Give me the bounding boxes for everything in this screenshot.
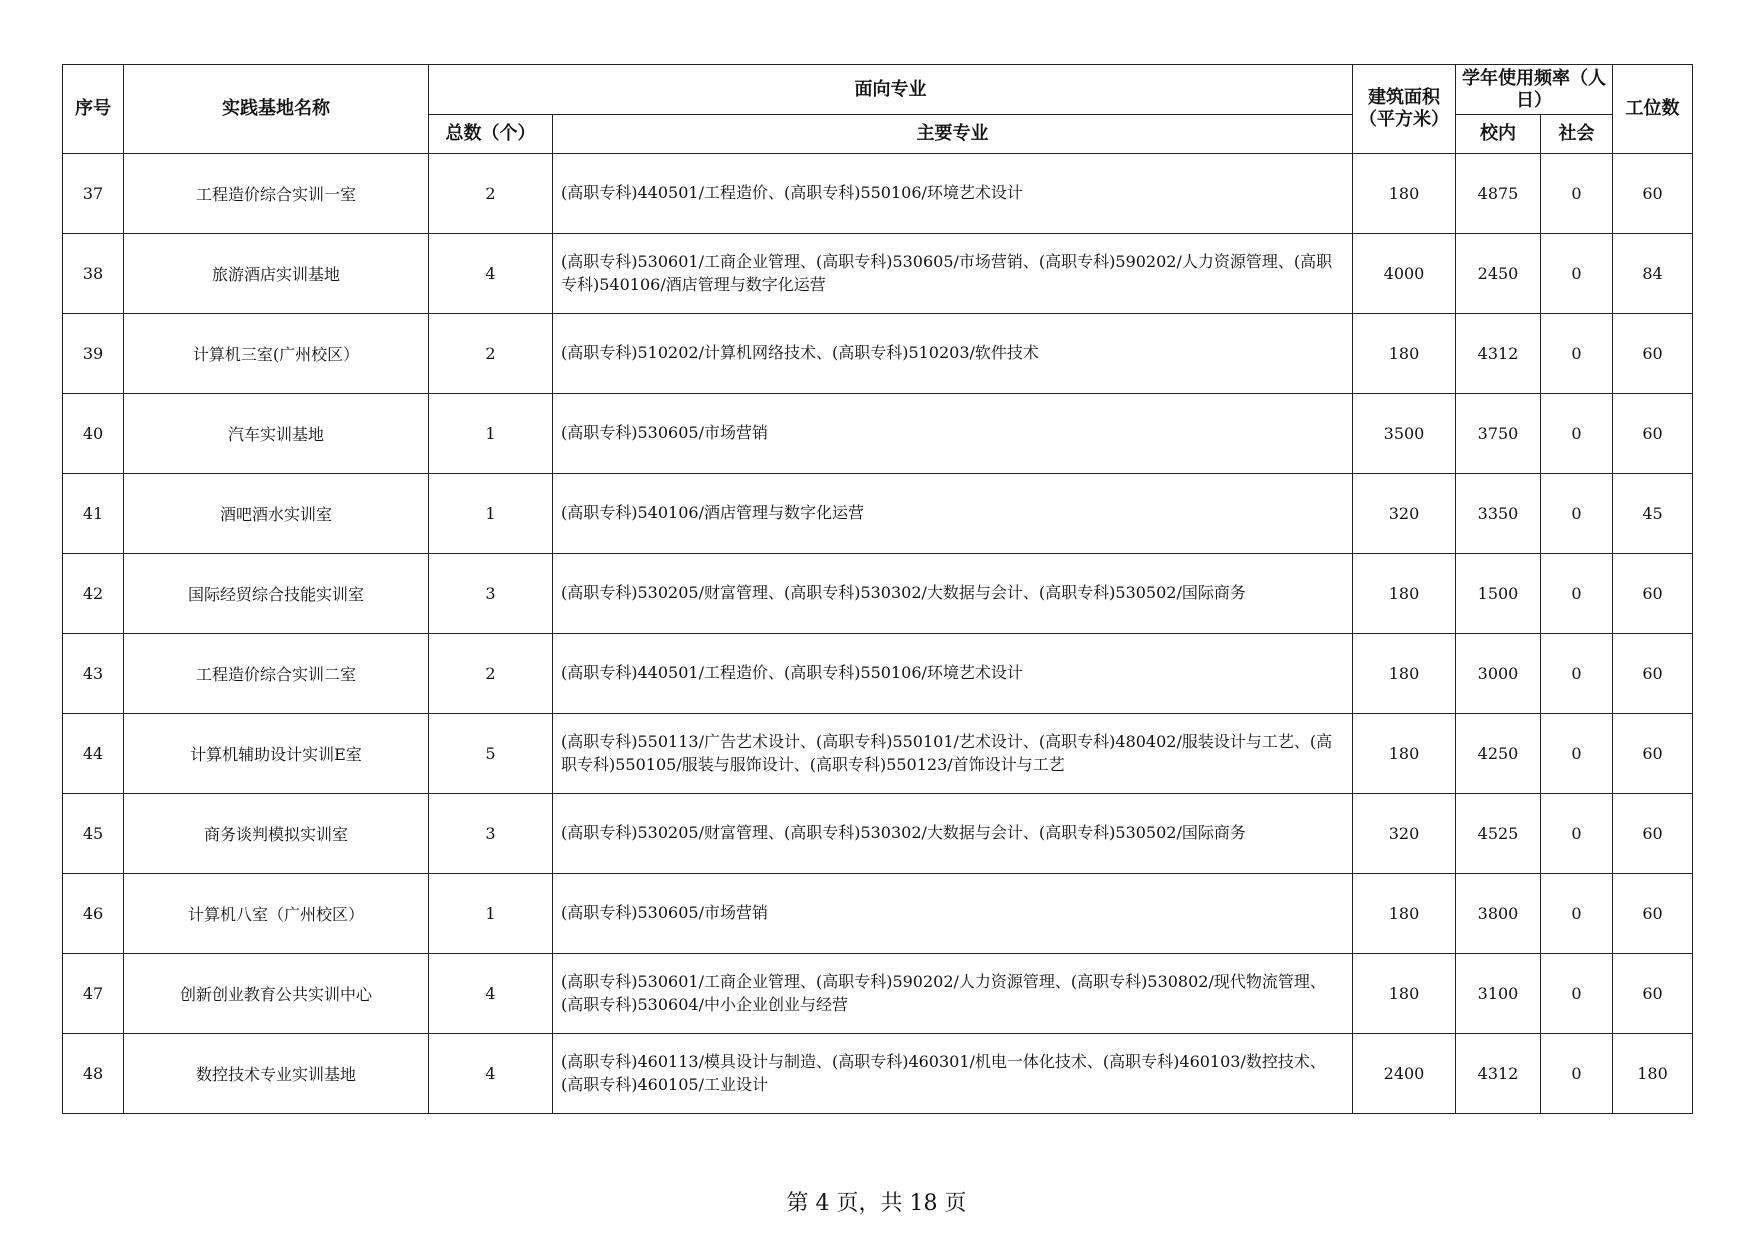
table-row <box>63 714 1693 794</box>
cell-stations: 60 <box>1613 554 1693 634</box>
cell-major: (高职专科)530205/财富管理、(高职专科)530302/大数据与会计、(高职专科)530502/国际商务 <box>553 794 1353 874</box>
cell-total: 5 <box>429 714 553 794</box>
cell-major: (高职专科)440501/工程造价、(高职专科)550106/环境艺术设计 <box>553 154 1353 234</box>
cell-society: 0 <box>1541 234 1613 314</box>
header-campus: 校内 <box>1456 115 1541 154</box>
cell-total: 2 <box>429 154 553 234</box>
cell-seq: 46 <box>63 874 124 954</box>
cell-major: (高职专科)440501/工程造价、(高职专科)550106/环境艺术设计 <box>553 634 1353 714</box>
cell-total: 3 <box>429 554 553 634</box>
cell-major: (高职专科)460113/模具设计与制造、(高职专科)460301/机电一体化技术、(高职专科)460103/数控技术、(高职专科)460105/工业设计 <box>553 1034 1353 1114</box>
cell-area: 3500 <box>1353 394 1456 474</box>
page-footer: 第 4 页，共 18 页 <box>786 1191 967 1216</box>
cell-stations: 60 <box>1613 794 1693 874</box>
cell-area: 180 <box>1353 714 1456 794</box>
cell-area: 320 <box>1353 794 1456 874</box>
cell-campus: 3100 <box>1456 954 1541 1034</box>
cell-major: (高职专科)530601/工商企业管理、(高职专科)590202/人力资源管理、(高职专科)530802/现代物流管理、(高职专科)530604/中小企业创业与经营 <box>553 954 1353 1034</box>
header-major: 主要专业 <box>553 115 1353 154</box>
cell-name: 商务谈判模拟实训室 <box>124 794 429 874</box>
table-row <box>63 154 1693 234</box>
cell-campus: 3000 <box>1456 634 1541 714</box>
cell-society: 0 <box>1541 394 1613 474</box>
cell-campus: 4312 <box>1456 1034 1541 1114</box>
cell-total: 1 <box>429 394 553 474</box>
cell-name: 工程造价综合实训二室 <box>124 634 429 714</box>
cell-seq: 45 <box>63 794 124 874</box>
cell-major: (高职专科)540106/酒店管理与数字化运营 <box>553 474 1353 554</box>
cell-seq: 38 <box>63 234 124 314</box>
cell-society: 0 <box>1541 1034 1613 1114</box>
cell-area: 180 <box>1353 874 1456 954</box>
table-row <box>63 1034 1693 1114</box>
cell-stations: 60 <box>1613 394 1693 474</box>
cell-area: 4000 <box>1353 234 1456 314</box>
cell-name: 计算机八室（广州校区） <box>124 874 429 954</box>
cell-society: 0 <box>1541 314 1613 394</box>
cell-major: (高职专科)530205/财富管理、(高职专科)530302/大数据与会计、(高职专科)530502/国际商务 <box>553 554 1353 634</box>
cell-campus: 3750 <box>1456 394 1541 474</box>
cell-name: 创新创业教育公共实训中心 <box>124 954 429 1034</box>
cell-total: 1 <box>429 474 553 554</box>
cell-campus: 4312 <box>1456 314 1541 394</box>
cell-society: 0 <box>1541 154 1613 234</box>
header-society: 社会 <box>1541 115 1613 154</box>
header-facing-majors: 面向专业 <box>429 65 1353 115</box>
table-row <box>63 394 1693 474</box>
cell-campus: 1500 <box>1456 554 1541 634</box>
header-area: 建筑面积（平方米） <box>1353 65 1456 154</box>
cell-name: 汽车实训基地 <box>124 394 429 474</box>
cell-name: 旅游酒店实训基地 <box>124 234 429 314</box>
cell-area: 180 <box>1353 554 1456 634</box>
cell-campus: 4875 <box>1456 154 1541 234</box>
cell-seq: 47 <box>63 954 124 1034</box>
cell-seq: 44 <box>63 714 124 794</box>
cell-seq: 42 <box>63 554 124 634</box>
cell-total: 4 <box>429 1034 553 1114</box>
cell-major: (高职专科)530605/市场营销 <box>553 394 1353 474</box>
header-seq: 序号 <box>63 65 124 154</box>
cell-society: 0 <box>1541 474 1613 554</box>
cell-seq: 41 <box>63 474 124 554</box>
cell-society: 0 <box>1541 954 1613 1034</box>
cell-seq: 37 <box>63 154 124 234</box>
cell-area: 2400 <box>1353 1034 1456 1114</box>
cell-name: 工程造价综合实训一室 <box>124 154 429 234</box>
cell-campus: 3350 <box>1456 474 1541 554</box>
cell-seq: 43 <box>63 634 124 714</box>
cell-stations: 60 <box>1613 954 1693 1034</box>
table-row <box>63 794 1693 874</box>
cell-stations: 60 <box>1613 154 1693 234</box>
cell-stations: 60 <box>1613 874 1693 954</box>
header-stations: 工位数 <box>1613 65 1693 154</box>
table-row <box>63 634 1693 714</box>
cell-stations: 180 <box>1613 1034 1693 1114</box>
cell-stations: 60 <box>1613 314 1693 394</box>
cell-total: 2 <box>429 314 553 394</box>
cell-name: 计算机辅助设计实训E室 <box>124 714 429 794</box>
practice-base-table <box>62 64 1693 1114</box>
table-row <box>63 474 1693 554</box>
cell-society: 0 <box>1541 874 1613 954</box>
table-row <box>63 874 1693 954</box>
table-row <box>63 314 1693 394</box>
cell-society: 0 <box>1541 554 1613 634</box>
cell-area: 180 <box>1353 954 1456 1034</box>
table-row <box>63 554 1693 634</box>
cell-seq: 40 <box>63 394 124 474</box>
cell-area: 320 <box>1353 474 1456 554</box>
cell-campus: 2450 <box>1456 234 1541 314</box>
cell-stations: 45 <box>1613 474 1693 554</box>
cell-campus: 4525 <box>1456 794 1541 874</box>
table-row <box>63 234 1693 314</box>
header-total: 总数（个） <box>429 115 553 154</box>
cell-major: (高职专科)530605/市场营销 <box>553 874 1353 954</box>
cell-area: 180 <box>1353 634 1456 714</box>
cell-name: 计算机三室(广州校区） <box>124 314 429 394</box>
cell-stations: 60 <box>1613 714 1693 794</box>
header-usage-frequency: 学年使用频率（人日） <box>1456 65 1613 115</box>
cell-campus: 4250 <box>1456 714 1541 794</box>
cell-total: 3 <box>429 794 553 874</box>
cell-name: 酒吧酒水实训室 <box>124 474 429 554</box>
cell-stations: 84 <box>1613 234 1693 314</box>
cell-total: 1 <box>429 874 553 954</box>
cell-major: (高职专科)550113/广告艺术设计、(高职专科)550101/艺术设计、(高职专科)480402/服装设计与工艺、(高职专科)550105/服装与服饰设计、(高职专科)550123/首饰设计与工艺 <box>553 714 1353 794</box>
cell-name: 数控技术专业实训基地 <box>124 1034 429 1114</box>
table-body <box>63 154 1693 1114</box>
cell-major: (高职专科)510202/计算机网络技术、(高职专科)510203/软件技术 <box>553 314 1353 394</box>
cell-area: 180 <box>1353 154 1456 234</box>
cell-area: 180 <box>1353 314 1456 394</box>
header-name: 实践基地名称 <box>124 65 429 154</box>
cell-campus: 3800 <box>1456 874 1541 954</box>
cell-name: 国际经贸综合技能实训室 <box>124 554 429 634</box>
cell-major: (高职专科)530601/工商企业管理、(高职专科)530605/市场营销、(高职专科)590202/人力资源管理、(高职专科)540106/酒店管理与数字化运营 <box>553 234 1353 314</box>
cell-seq: 39 <box>63 314 124 394</box>
cell-society: 0 <box>1541 714 1613 794</box>
cell-total: 2 <box>429 634 553 714</box>
cell-total: 4 <box>429 954 553 1034</box>
table-row <box>63 954 1693 1034</box>
cell-society: 0 <box>1541 634 1613 714</box>
cell-seq: 48 <box>63 1034 124 1114</box>
cell-society: 0 <box>1541 794 1613 874</box>
cell-stations: 60 <box>1613 634 1693 714</box>
cell-total: 4 <box>429 234 553 314</box>
